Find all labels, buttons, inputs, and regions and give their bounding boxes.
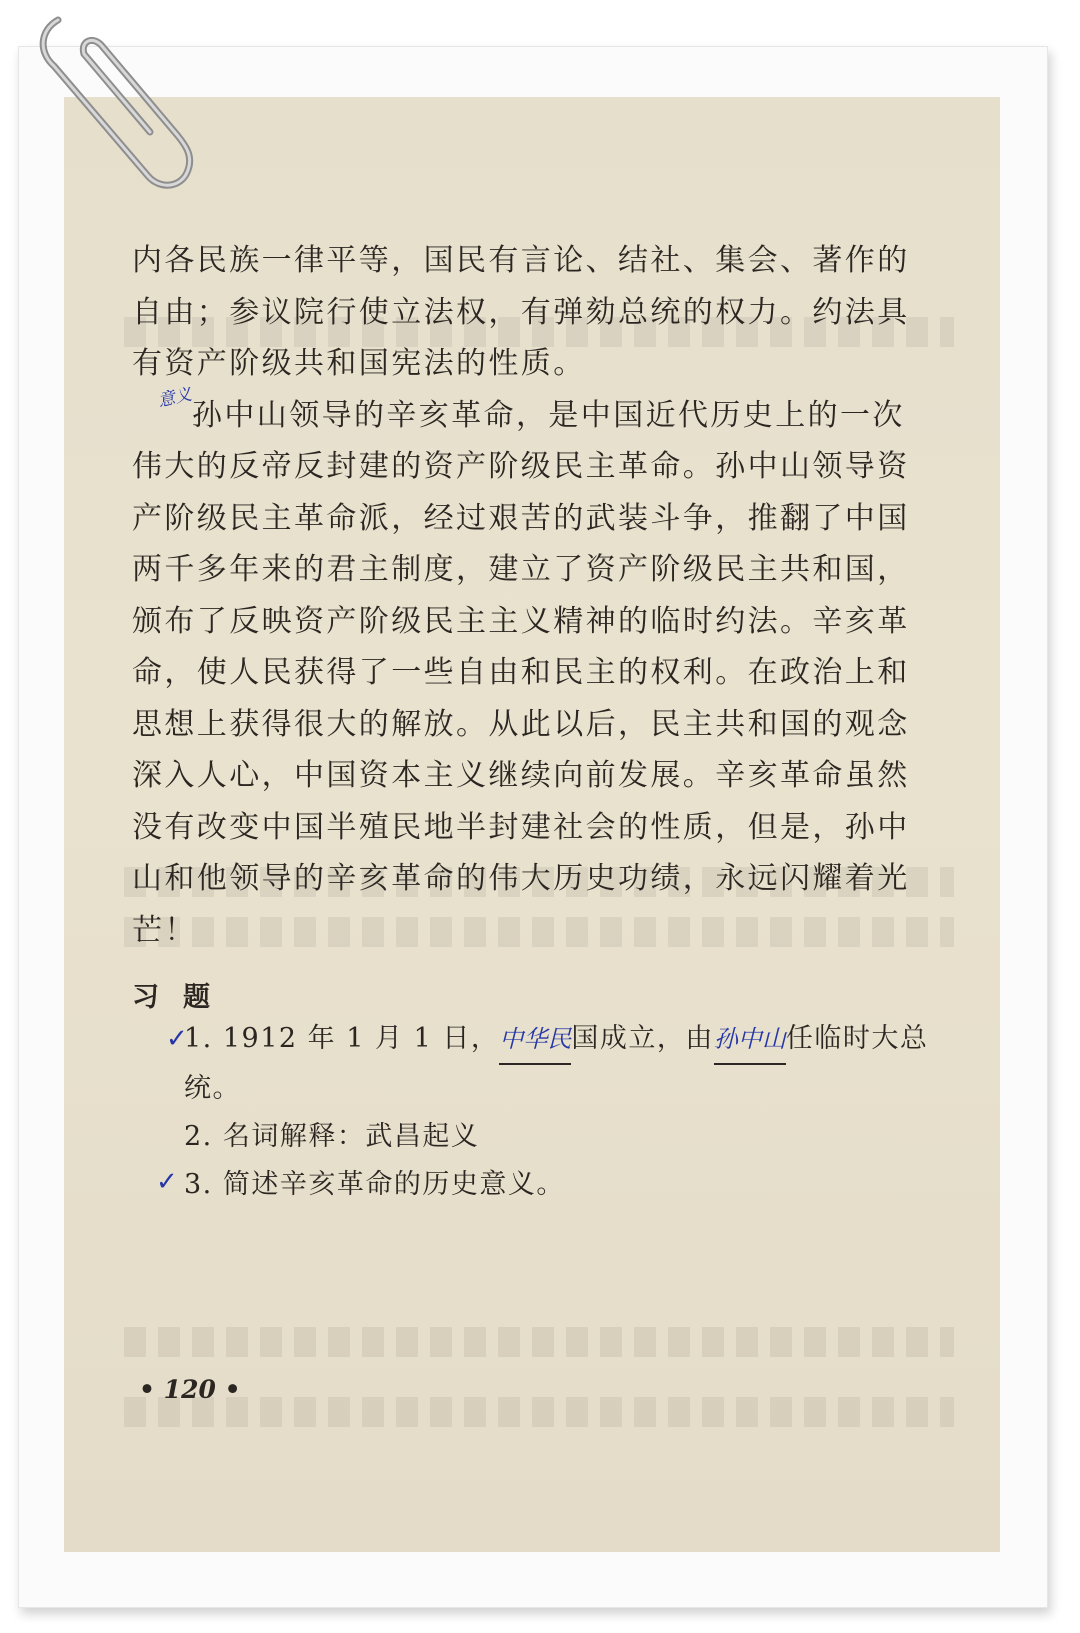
exercise-item — [132, 1113, 932, 1161]
paperclip-icon — [30, 0, 195, 200]
exercise-number: 3. — [184, 1169, 213, 1200]
exercise-list — [132, 1015, 932, 1209]
paragraph: 孙中山领导的辛亥革命，是中国近代历史上的一次伟大的反帝反封建的资产阶级民主革命。孙中山领导资产阶级民主革命派，经过艰苦的武装斗争，推翻了中国两千多年来的君主制度，建立了资产阶级民主共和国，颁布了反映资产阶级民主主义精神的临时约法。辛亥革命，使人民获得了一些自由和民主的权利。在政治上和思想上获得很大的解放。从此以后，民主共和国的观念深入人心，中国资本主义继续向前发展。辛亥革命虽然没有改变中国半殖民地半封建社会的性质，但是，孙中山和他领导的辛亥革命的伟大历史功绩，永远闪耀着光芒！ — [132, 397, 910, 948]
exercise-text: 1912 年 1 月 1 日， — [222, 1023, 500, 1054]
exercise-number: 1. — [184, 1023, 213, 1054]
handwritten-answer-blank: 中华民 — [499, 1015, 571, 1065]
page-number: • 120 • — [139, 1375, 241, 1404]
exercise-text: 简述辛亥革命的历史意义。 — [222, 1169, 565, 1200]
check-mark-icon: ✓ — [166, 1024, 188, 1054]
exercise-text: 国成立，由 — [571, 1023, 714, 1054]
exercise-text: 任临时大总统。 — [184, 1023, 929, 1104]
show-through-text — [124, 1397, 954, 1427]
body-text — [132, 235, 932, 956]
handwritten-answer-blank: 孙中山 — [714, 1015, 786, 1065]
textbook-page — [64, 97, 1000, 1552]
exercises-title: 习题 — [132, 982, 234, 1013]
show-through-text — [124, 1327, 954, 1357]
exercise-item — [132, 1161, 932, 1209]
handwritten-margin-note: 意义 — [156, 384, 194, 412]
exercise-text: 名词解释：武昌起义 — [222, 1121, 480, 1152]
exercise-item — [132, 1015, 932, 1113]
exercise-number: 2. — [184, 1121, 213, 1152]
paragraph: 内各民族一律平等，国民有言论、结社、集会、著作的自由；参议院行使立法权，有弹劾总统的权力。约法具有资产阶级共和国宪法的性质。 — [132, 243, 910, 381]
check-mark-icon: ✓ — [156, 1167, 178, 1197]
